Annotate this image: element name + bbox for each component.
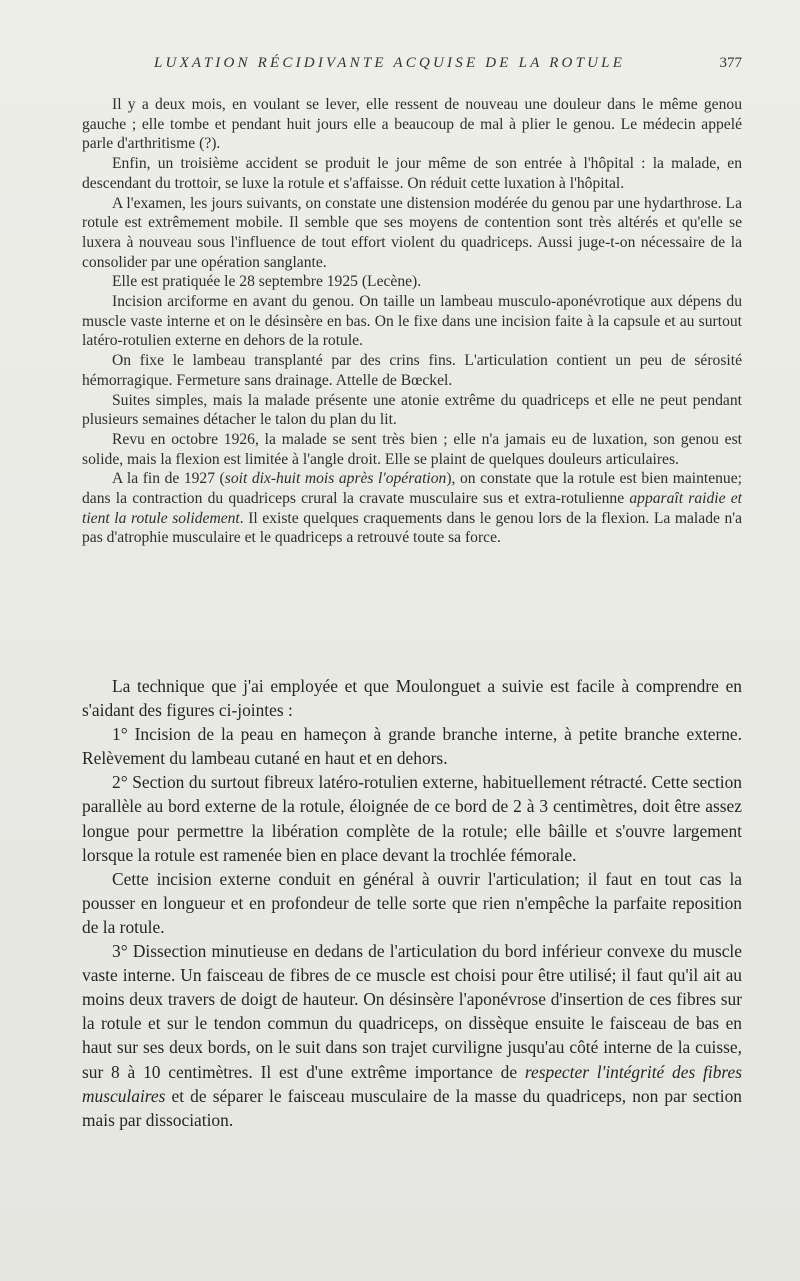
observation-paragraph-9 bbox=[82, 469, 742, 548]
observation-paragraph-3: A l'examen, les jours suivants, on constate une distension modérée du genou par une hydarthrose. La rotule est extrêmement mobile. Il semble que ses moyens de contention sont très altérés et qu'elle se luxera à nouveau sous l'influence de tout effort violent du quadriceps. Aussi juge-t-on nécessaire de la consolider par une opération sanglante. bbox=[82, 194, 742, 271]
observation-paragraph-5: Incision arciforme en avant du genou. On taille un lambeau musculo-aponévrotique aux dépens du muscle vaste interne et on le désinsère en bas. On le fixe dans une incision faite à la capsule et au surtout latéro-rotulien externe en dehors de la rotule. bbox=[82, 293, 742, 350]
observation-p9-italic: soit dix-huit mois après l'opération bbox=[224, 470, 447, 488]
observation-block bbox=[82, 95, 742, 548]
observation-p9-italic: apparaît raidie et tient la rotule solidement bbox=[82, 490, 742, 527]
technique-paragraph-3: 2° Section du surtout fibreux latéro-rotulien externe, habituellement rétracté. Cette section parallèle au bord externe de la rotule, éloignée de ce bord de 2 à 3 centimètres, doit être assez longue pour permettre la libération complète de la rotule; elle bâille et s'ouvre largement lorsque la rotule est ramenée bien en place devant la trochlée fémorale. bbox=[82, 772, 742, 865]
technique-p5-italic: respecter l'intégrité des fibres musculaires bbox=[82, 1061, 742, 1106]
technique-paragraph-5 bbox=[82, 939, 742, 1132]
page-header bbox=[82, 55, 742, 81]
page-number: 377 bbox=[719, 55, 742, 71]
technique-paragraph-2: 1° Incision de la peau en hameçon à grande branche interne, à petite branche externe. Relèvement du lambeau cutané en haut et en dehors. bbox=[82, 724, 742, 769]
observation-p9-text: A la fin de 1927 ( bbox=[112, 470, 225, 488]
observation-paragraph-8: Revu en octobre 1926, la malade se sent très bien ; elle n'a jamais eu de luxation, son genou est solide, mais la flexion est limitée à l'angle droit. Elle se plaint de quelques douleurs articulaires. bbox=[82, 430, 742, 468]
observation-paragraph-7: Suites simples, mais la malade présente une atonie extrême du quadriceps et elle ne peut pendant plusieurs semaines détacher le talon du plan du lit. bbox=[82, 391, 742, 429]
observation-p9-text: ), on constate que la rotule est bien maintenue; dans la contraction du quadriceps crural la cravate musculaire sus et extra-rotulienne bbox=[82, 470, 742, 508]
observation-paragraph-2: Enfin, un troisième accident se produit le jour même de son entrée à l'hôpital : la malade, en descendant du trottoir, se luxe la rotule et s'affaisse. On réduit cette luxation à l'hôpital. bbox=[82, 155, 742, 192]
technique-p5-text: et de séparer le faisceau musculaire de la masse du quadriceps, non par section mais par dissociation. bbox=[82, 1085, 742, 1130]
technique-paragraph-4: Cette incision externe conduit en général à ouvrir l'articulation; il faut en tout cas la pousser en longueur et en profondeur de telle sorte que rien n'empêche la parfaite reposition de la rotule. bbox=[82, 868, 742, 937]
observation-paragraph-4: Elle est pratiquée le 28 septembre 1925 (Lecène). bbox=[112, 273, 422, 291]
technique-p5-text: 3° Dissection minutieuse en dedans de l'articulation du bord inférieur convexe du muscle vaste interne. Un faisceau de fibres de ce muscle est choisi pour être utilisé; il faut qu'il ait au moins deux travers de doigt de hauteur. On désinsère l'aponévrose d'insertion de ces fibres sur la rotule et sur le tendon commun du quadriceps, on dissèque ensuite le faisceau de bas en haut sur ses deux bords, on le suit dans son trajet curviligne jusqu'au côté interne de la cuisse, sur 8 à 10 centimètres. Il est d'une extrême importance de bbox=[82, 941, 742, 1082]
observation-paragraph-6: On fixe le lambeau transplanté par des crins fins. L'articulation contient un peu de sérosité hémorragique. Fermeture sans drainage. Attelle de Bœckel. bbox=[82, 352, 742, 389]
technique-paragraph-1: La technique que j'ai employée et que Moulonguet a suivie est facile à comprendre en s'aidant des figures ci-jointes : bbox=[82, 676, 742, 721]
observation-paragraph-1: Il y a deux mois, en voulant se lever, elle ressent de nouveau une douleur dans le même genou gauche ; elle tombe et pendant huit jours elle a beaucoup de mal à plier le genou. Le médecin appelé parle d'arthritisme (?). bbox=[82, 96, 742, 153]
observation-p9-text: . Il existe quelques craquements dans le genou lors de la flexion. La malade n'a pas d'atrophie musculaire et le quadriceps a retrouvé toute sa force. bbox=[82, 509, 742, 547]
technique-section bbox=[82, 674, 742, 1132]
running-title: LUXATION RÉCIDIVANTE ACQUISE DE LA ROTULE bbox=[154, 55, 626, 71]
